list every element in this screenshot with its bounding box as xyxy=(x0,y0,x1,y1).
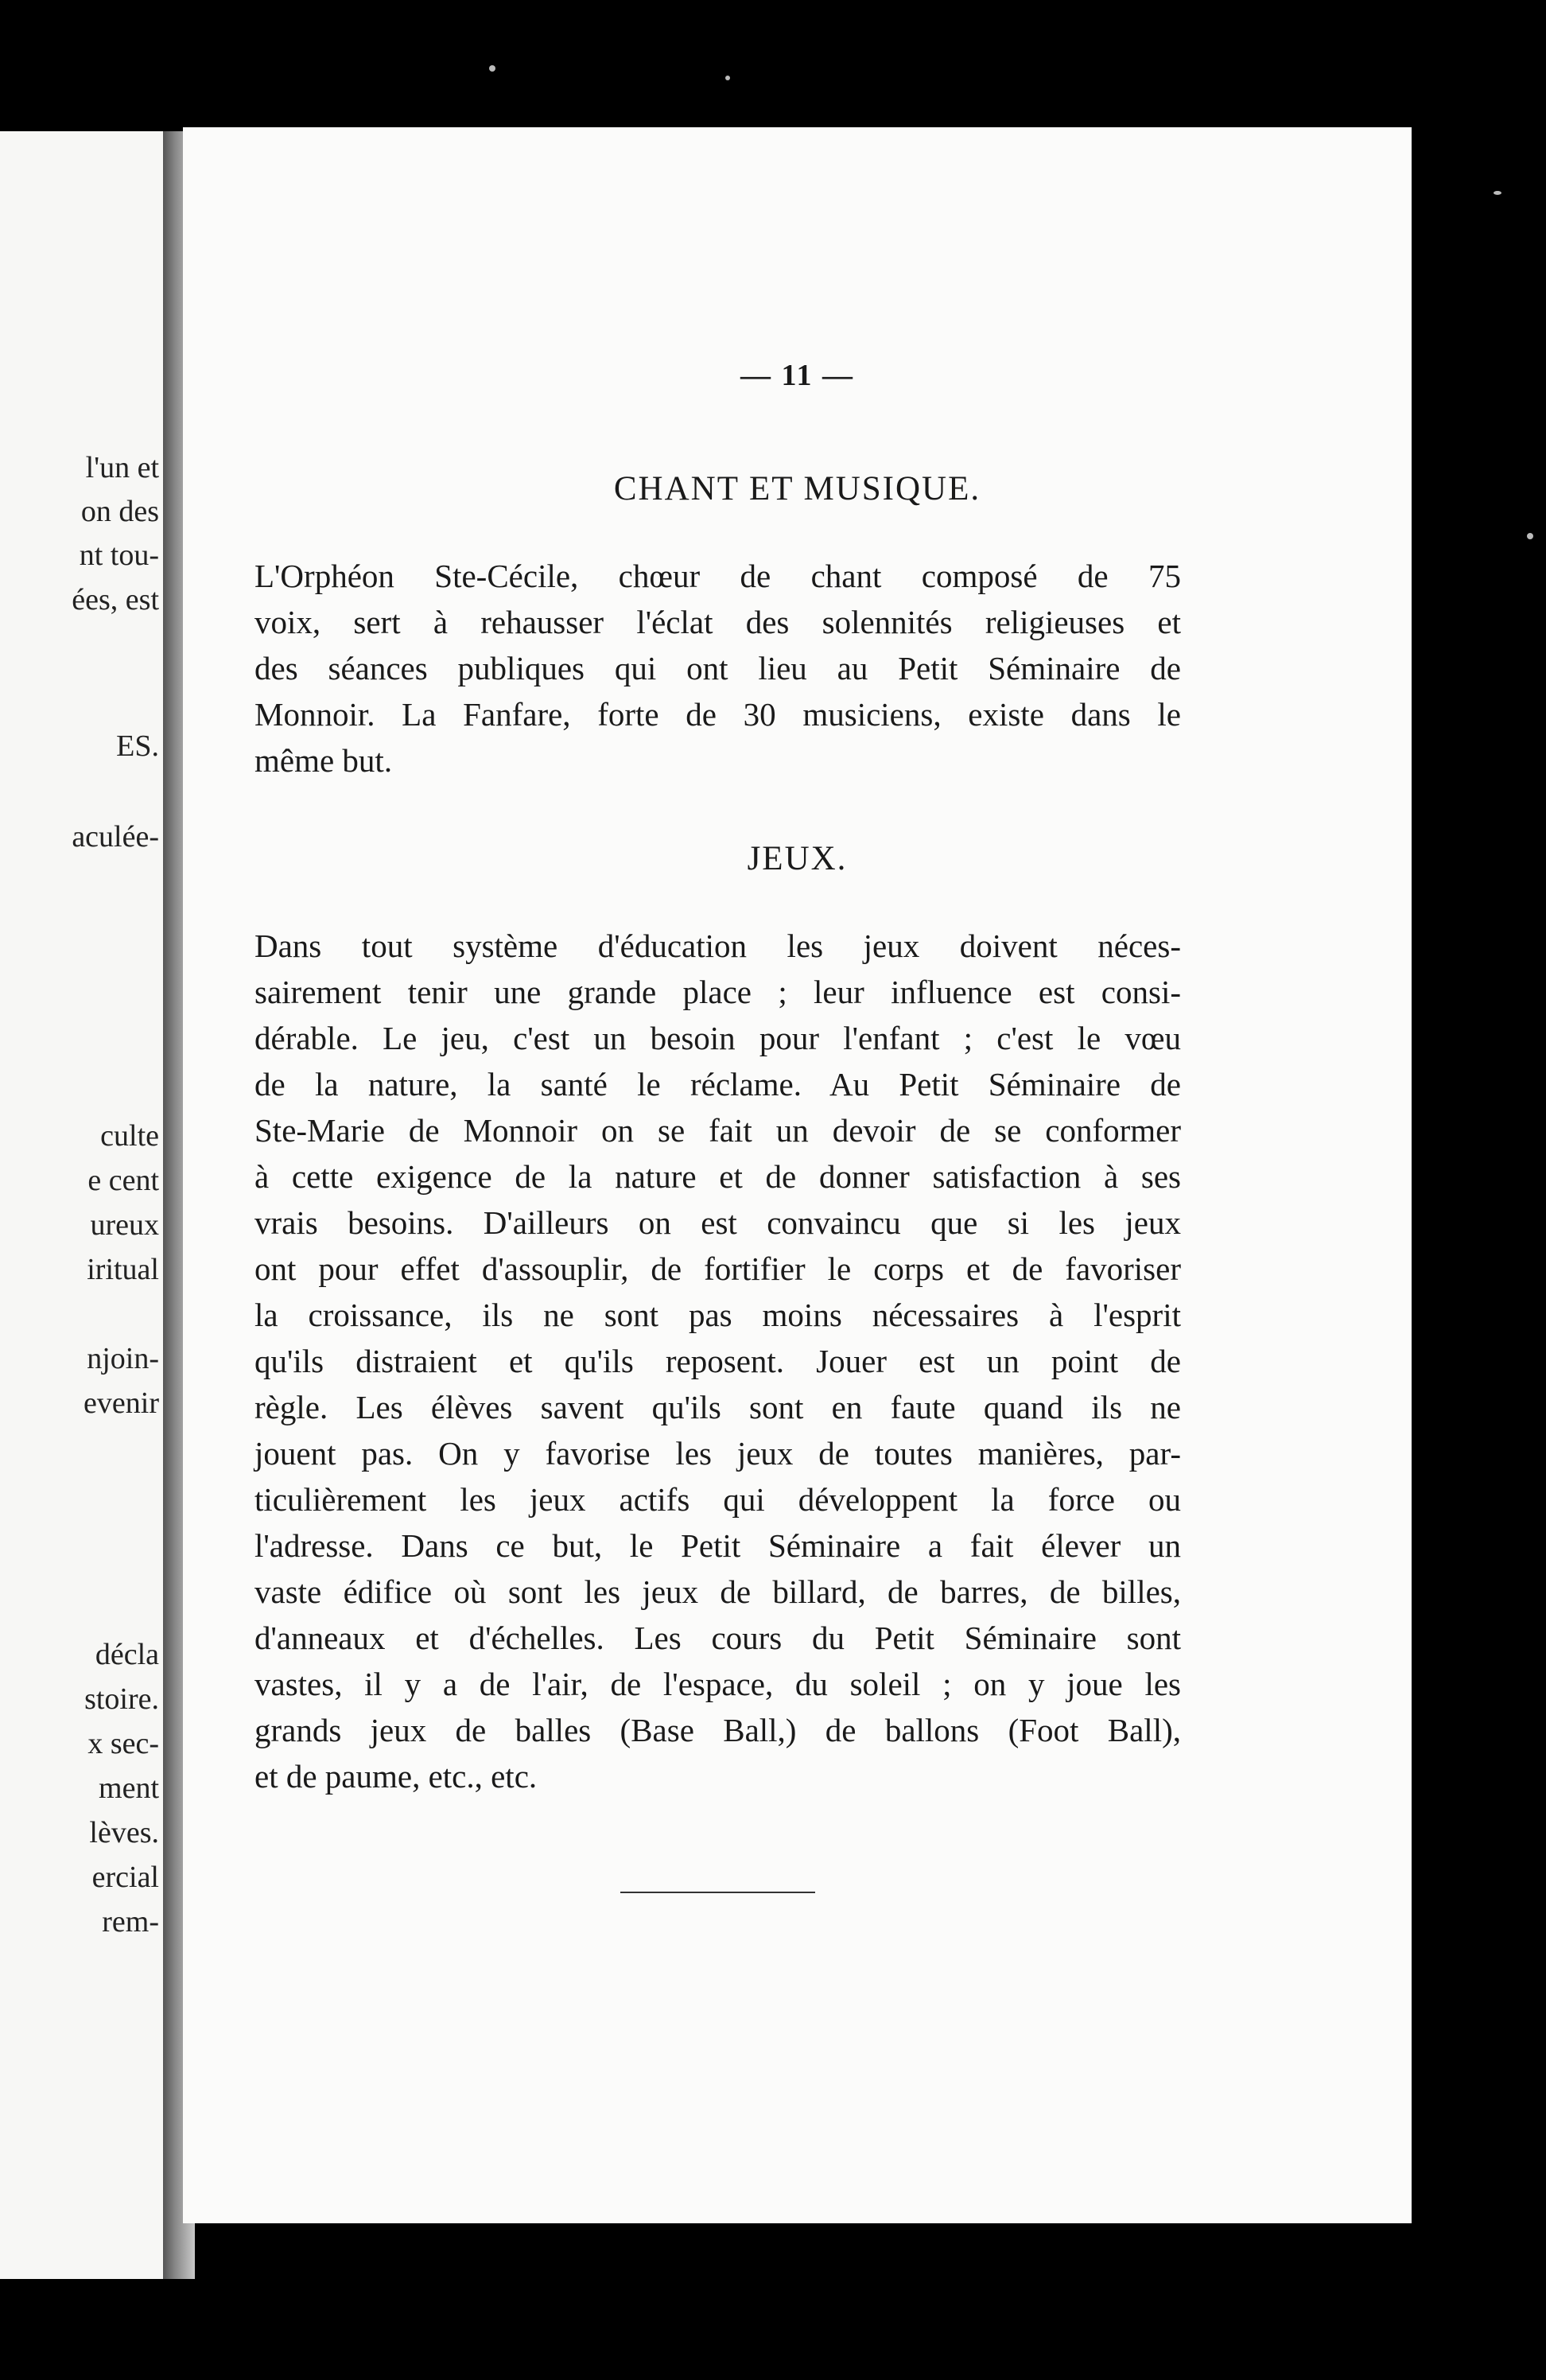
left-page-line: culte xyxy=(100,1119,159,1153)
left-page-line: aculée- xyxy=(72,820,159,854)
dust-speck xyxy=(725,76,730,80)
text-line: jouent pas. On y favorise les jeux de toutes manières, par- xyxy=(254,1435,1181,1472)
left-page-line: evenir xyxy=(84,1386,159,1420)
text-line: la croissance, ils ne sont pas moins nécessaires à l'esprit xyxy=(254,1297,1181,1333)
text-line: vaste édifice où sont les jeux de billard, de barres, de billes, xyxy=(254,1573,1181,1610)
text-line: de la nature, la santé le réclame. Au Petit Séminaire de xyxy=(254,1066,1181,1102)
text-line: qu'ils distraient et qu'ils reposent. Jouer est un point de xyxy=(254,1343,1181,1379)
left-page-line: lèves. xyxy=(89,1816,159,1849)
left-page-line: ées, est xyxy=(72,583,159,616)
text-line: L'Orphéon Ste-Cécile, chœur de chant composé de 75 xyxy=(254,558,1181,594)
right-page xyxy=(183,127,1412,2223)
text-line: à cette exigence de la nature et de donner satisfaction à ses xyxy=(254,1158,1181,1195)
left-page-line: ureux xyxy=(90,1208,159,1242)
left-page-line: njoin- xyxy=(87,1342,159,1375)
text-line: et de paume, etc., etc. xyxy=(254,1758,538,1795)
text-line: sairement tenir une grande place ; leur influence est consi- xyxy=(254,974,1181,1010)
left-page-line: x sec- xyxy=(87,1727,159,1760)
text-line: des séances publiques qui ont lieu au Petit Séminaire de xyxy=(254,650,1181,686)
left-page-line: ment xyxy=(99,1771,159,1805)
dust-speck xyxy=(1494,191,1501,195)
left-page-line: iritual xyxy=(87,1253,159,1286)
left-page-line: nt tou- xyxy=(79,539,159,572)
text-line: Ste-Marie de Monnoir on se fait un devoir de se conformer xyxy=(254,1112,1181,1149)
left-facing-page xyxy=(0,131,163,2279)
end-rule xyxy=(620,1892,815,1893)
page-number: — 11 — xyxy=(740,359,854,392)
text-line: l'adresse. Dans ce but, le Petit Séminaire a fait élever un xyxy=(254,1527,1181,1564)
text-line: d'anneaux et d'échelles. Les cours du Petit Séminaire sont xyxy=(254,1620,1181,1656)
heading-jeux: JEUX. xyxy=(747,840,848,877)
dust-speck xyxy=(489,65,495,72)
text-line: règle. Les élèves savent qu'ils sont en faute quand ils ne xyxy=(254,1389,1181,1425)
text-line: vastes, il y a de l'air, de l'espace, du soleil ; on y joue les xyxy=(254,1666,1181,1702)
text-line: même but. xyxy=(254,742,393,779)
left-page-line: stoire. xyxy=(84,1682,159,1716)
left-page-line: l'un et xyxy=(85,451,159,484)
left-page-line: on des xyxy=(80,495,159,528)
text-line: vrais besoins. D'ailleurs on est convaincu que si les jeux xyxy=(254,1204,1181,1241)
left-page-line: ES. xyxy=(116,729,159,763)
text-line: grands jeux de balles (Base Ball,) de ballons (Foot Ball), xyxy=(254,1712,1181,1748)
text-line: voix, sert à rehausser l'éclat des solennités religieuses et xyxy=(254,604,1181,640)
text-line: ticulièrement les jeux actifs qui développent la force ou xyxy=(254,1481,1181,1518)
left-page-line: rem- xyxy=(102,1905,159,1939)
text-line: Monnoir. La Fanfare, forte de 30 musiciens, existe dans le xyxy=(254,696,1181,733)
left-page-line: décla xyxy=(95,1638,159,1671)
left-page-line: e cent xyxy=(87,1164,159,1197)
heading-chant-et-musique: CHANT ET MUSIQUE. xyxy=(613,470,981,508)
text-line: Dans tout système d'éducation les jeux doivent néces- xyxy=(254,928,1181,964)
dust-speck xyxy=(1527,533,1533,539)
left-page-line: ercial xyxy=(91,1861,159,1894)
text-line: ont pour effet d'assouplir, de fortifier le corps et de favoriser xyxy=(254,1250,1181,1287)
text-line: dérable. Le jeu, c'est un besoin pour l'enfant ; c'est le vœu xyxy=(254,1020,1181,1056)
